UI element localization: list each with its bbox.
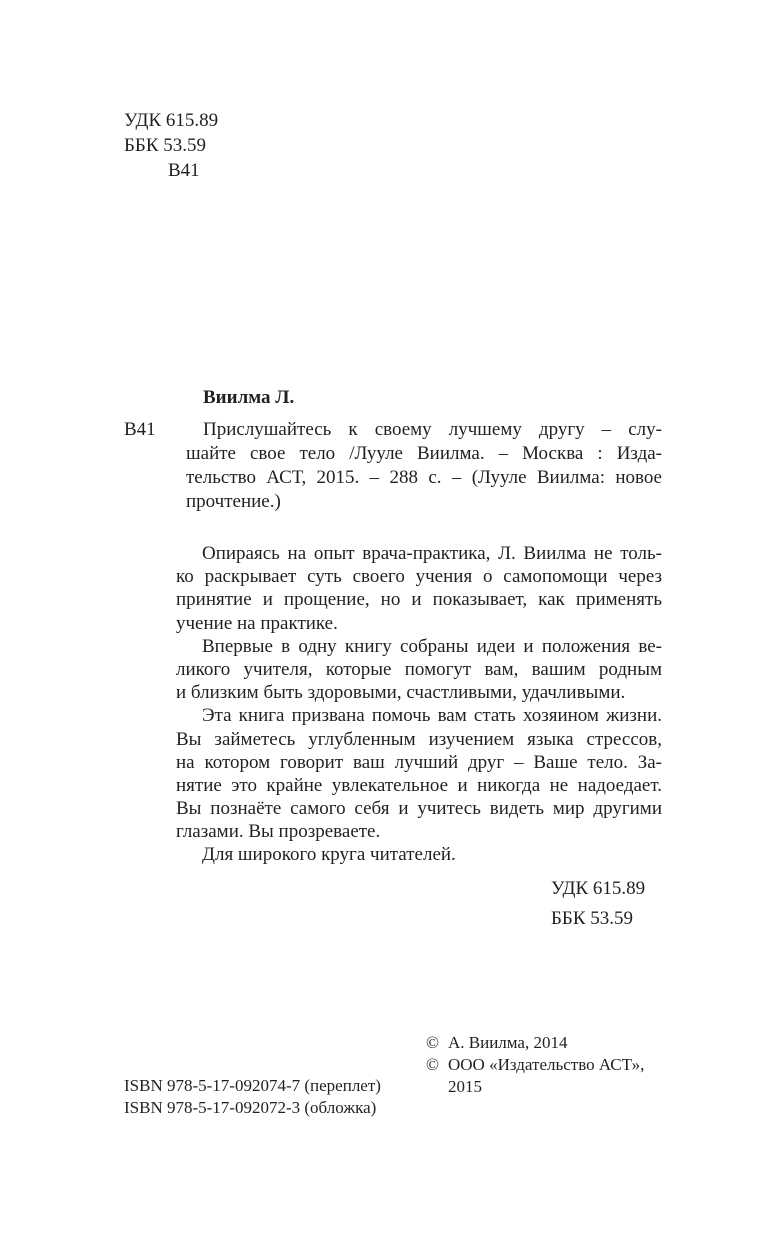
annotation-line: Вы займетесь углубленным изучением языка стрессов, xyxy=(176,728,662,750)
udk-code: УДК 615.89 xyxy=(551,878,646,899)
annotation xyxy=(176,542,662,867)
annotation-line: Для широкого круга читателей. xyxy=(202,844,456,866)
copyright-icon: © xyxy=(426,1033,439,1052)
annotation-line: на котором говорит ваш лучший друг – Ваше тело. За- xyxy=(176,751,662,773)
annotation-line: Вы познаёте самого себя и учитесь видеть мир другими xyxy=(176,798,662,820)
bibliographic-description xyxy=(186,418,662,514)
copyright-icon: © xyxy=(426,1055,439,1074)
copyright-block xyxy=(426,1032,644,1098)
author-heading: Виилма Л. xyxy=(203,387,295,408)
annotation-line: глазами. Вы прозреваете. xyxy=(176,821,381,843)
biblio-line: шайте свое тело /Лууле Виилма. – Москва : Изда- xyxy=(186,443,662,464)
annotation-line: ликого учителя, которые помогут вам, вашим родным xyxy=(176,658,662,680)
annotation-line: Опираясь на опыт врача-практика, Л. Виилма не толь- xyxy=(202,543,662,564)
copyright-line: © ООО «Издательство АСТ», xyxy=(426,1055,645,1074)
annotation-line: принятие и прощение, но и показывает, как применять xyxy=(176,589,662,611)
bbk-code: ББК 53.59 xyxy=(124,135,206,156)
biblio-line: Прислушайтесь к своему лучшему другу – слу- xyxy=(203,419,662,440)
author-sign: В41 xyxy=(168,160,200,181)
copyright-line: © А. Виилма, 2014 xyxy=(426,1033,568,1052)
copyright-line: 2015 xyxy=(448,1077,482,1096)
annotation-line: и близким быть здоровыми, счастливыми, удачливыми. xyxy=(176,682,626,704)
annotation-line: ко раскрывает суть своего учения о самопомощи через xyxy=(176,566,662,588)
isbn-softcover: ISBN 978-5-17-092072-3 (обложка) xyxy=(124,1098,377,1117)
annotation-line: Впервые в одну книгу собраны идеи и положения ве- xyxy=(202,635,662,657)
biblio-line: прочтение.) xyxy=(186,491,281,512)
bbk-code: ББК 53.59 xyxy=(551,908,633,929)
biblio-line: тельство АСТ, 2015. – 288 с. – (Лууле Виилма: новое xyxy=(186,467,662,488)
annotation-line: нятие это крайне увлекательное и никогда не надоедает. xyxy=(176,774,662,796)
isbn-hardcover: ISBN 978-5-17-092074-7 (переплет) xyxy=(124,1076,381,1095)
udk-code: УДК 615.89 xyxy=(124,110,219,131)
classification-codes xyxy=(551,877,645,937)
header-codes xyxy=(124,109,218,184)
isbn-block xyxy=(124,1075,381,1119)
annotation-line: Эта книга призвана помочь вам стать хозяином жизни. xyxy=(202,705,662,727)
annotation-line: учение на практике. xyxy=(176,612,338,634)
record-author-sign: В41 xyxy=(124,419,156,440)
